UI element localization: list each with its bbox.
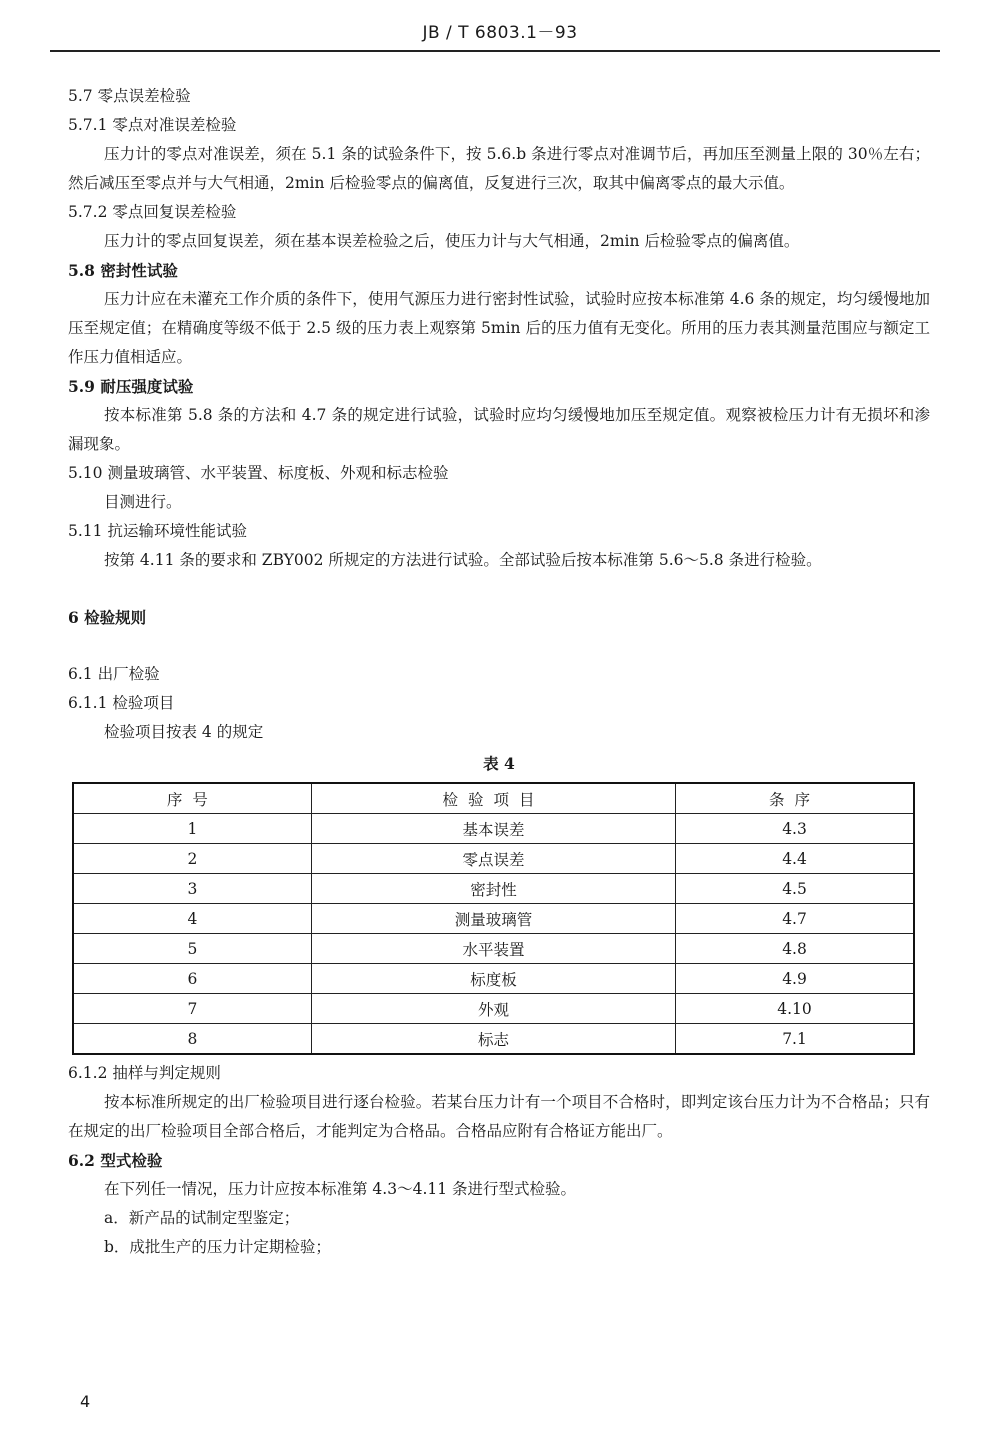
table-cell: 4.9: [676, 964, 914, 994]
section-5-11-title: 5.11 抗运输环境性能试验: [68, 522, 247, 540]
table-cell: 4: [73, 904, 311, 934]
section-5-8-title: 5.8 密封性试验: [68, 261, 178, 280]
table-cell: 4.10: [676, 994, 914, 1024]
page-number: 4: [80, 1392, 91, 1411]
table-row: [73, 904, 914, 934]
table-cell: 标志: [311, 1024, 675, 1055]
header-rule: [50, 50, 940, 52]
table-4: [72, 782, 915, 1055]
section-5-7-title: 5.7 零点误差检验: [68, 87, 191, 105]
table-cell: 3: [73, 874, 311, 904]
table-cell: 4.7: [676, 904, 914, 934]
table-cell: 6: [73, 964, 311, 994]
table-row: [73, 844, 914, 874]
table-cell: 基本误差: [311, 814, 675, 844]
table-cell: 外观: [311, 994, 675, 1024]
section-5-7-2-text: 压力计的零点回复误差，须在基本误差检验之后，使压力计与大气相通，2min 后检验零点的偏离值。: [104, 232, 800, 250]
document-body: [68, 82, 930, 1262]
section-6-1-2-text: 按本标准所规定的出厂检验项目进行逐台检验。若某台压力计有一个项目不合格时，即判定该台压力计为不合格品；只有在规定的出厂检验项目全部合格后，才能判定为合格品。合格品应附有合格证方能出厂。: [68, 1093, 930, 1140]
section-5-7-1-text: 压力计的零点对准误差，须在 5.1 条的试验条件下，按 5.6.b 条进行零点对准调节后，再加压至测量上限的 30％左右；然后减压至零点并与大气相通，2min 后检验零点的偏离值，反复进行三次，取其中偏离零点的最大示值。: [68, 145, 930, 192]
table-cell: 水平装置: [311, 934, 675, 964]
table-cell: 7.1: [676, 1024, 914, 1055]
table-row: [73, 964, 914, 994]
section-5-9-title: 5.9 耐压强度试验: [68, 377, 194, 396]
table-row: [73, 1024, 914, 1055]
table-cell: 1: [73, 814, 311, 844]
section-5-11-text: 按第 4.11 条的要求和 ZBY002 所规定的方法进行试验。全部试验后按本标准第 5.6～5.8 条进行检验。: [104, 551, 822, 569]
table-cell: 测量玻璃管: [311, 904, 675, 934]
table-header-row: [73, 783, 914, 814]
table-row: [73, 934, 914, 964]
section-5-9-text: 按本标准第 5.8 条的方法和 4.7 条的规定进行试验，试验时应均匀缓慢地加压至规定值。观察被检压力计有无损坏和渗漏现象。: [68, 406, 930, 453]
section-6-title: 6 检验规则: [68, 608, 147, 627]
section-6-2-title: 6.2 型式检验: [68, 1151, 163, 1170]
table-row: [73, 814, 914, 844]
table-4-caption: 表 4: [483, 754, 515, 773]
table-cell: 零点误差: [311, 844, 675, 874]
table-header-cell: 条序: [676, 783, 914, 814]
section-5-7-2-title: 5.7.2 零点回复误差检验: [68, 203, 237, 221]
table-cell: 4.4: [676, 844, 914, 874]
section-6-1-title: 6.1 出厂检验: [68, 665, 160, 683]
table-cell: 标度板: [311, 964, 675, 994]
section-5-8-text: 压力计应在未灌充工作介质的条件下，使用气源压力进行密封性试验，试验时应按本标准第 4.6 条的规定，均匀缓慢地加压至规定值；在精确度等级不低于 2.5 级的压力表上观察第 5min 后的压力值有无变化。所用的压力表其测量范围应与额定工作压力值相适应。: [68, 290, 930, 366]
section-5-10-text: 目测进行。: [104, 493, 182, 511]
table-cell: 4.5: [676, 874, 914, 904]
table-cell: 密封性: [311, 874, 675, 904]
table-cell: 2: [73, 844, 311, 874]
section-6-1-1-text: 检验项目按表 4 的规定: [104, 723, 264, 741]
section-5-10-title: 5.10 测量玻璃管、水平装置、标度板、外观和标志检验: [68, 464, 449, 482]
table-cell: 4.8: [676, 934, 914, 964]
section-6-2-item-a: a．新产品的试制定型鉴定；: [104, 1209, 300, 1227]
table-header-cell: 序号: [73, 783, 311, 814]
section-6-2-text: 在下列任一情况，压力计应按本标准第 4.3～4.11 条进行型式检验。: [104, 1180, 577, 1198]
table-cell: 8: [73, 1024, 311, 1055]
section-6-2-item-b: b．成批生产的压力计定期检验；: [104, 1238, 331, 1256]
table-row: [73, 994, 914, 1024]
section-6-1-2-title: 6.1.2 抽样与判定规则: [68, 1064, 221, 1082]
table-cell: 4.3: [676, 814, 914, 844]
table-cell: 5: [73, 934, 311, 964]
section-6-1-1-title: 6.1.1 检验项目: [68, 694, 175, 712]
table-row: [73, 874, 914, 904]
document-header: JB / T 6803.1－93: [422, 23, 578, 43]
section-5-7-1-title: 5.7.1 零点对准误差检验: [68, 116, 237, 134]
table-header-cell: 检验项目: [311, 783, 675, 814]
table-cell: 7: [73, 994, 311, 1024]
